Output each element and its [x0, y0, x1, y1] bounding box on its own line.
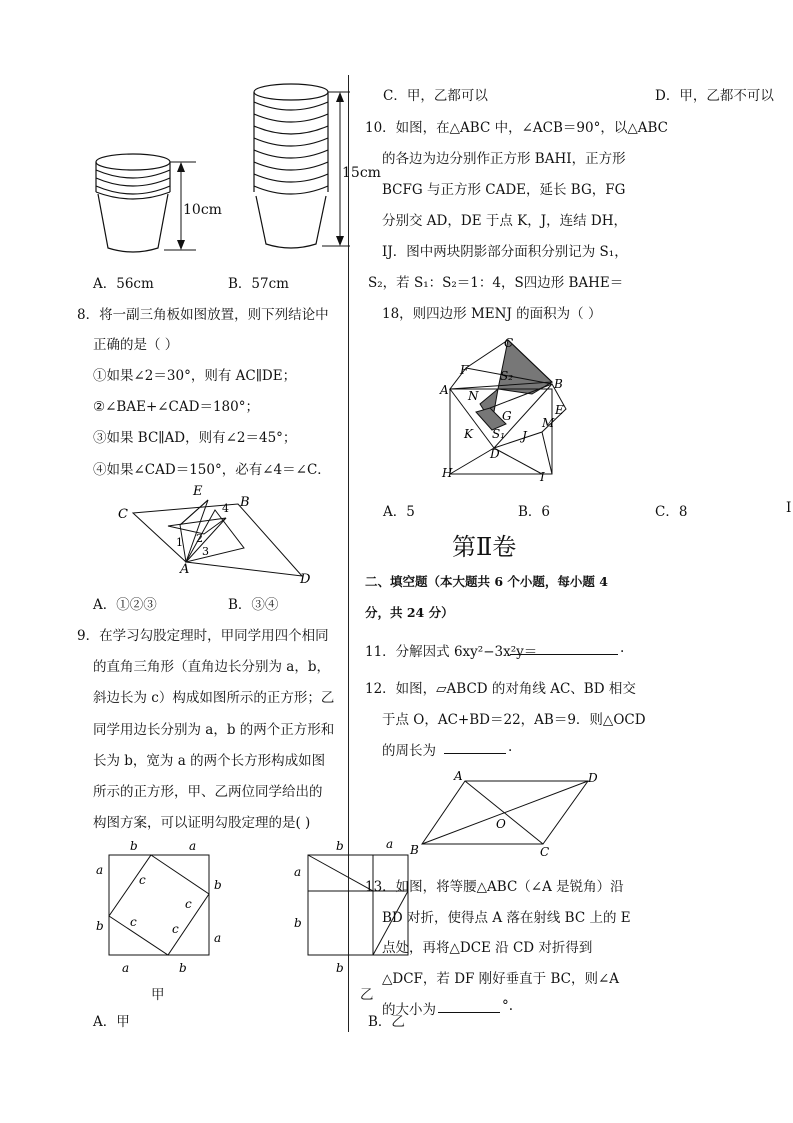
svg-text:H: H [442, 466, 453, 480]
svg-text:S₂: S₂ [500, 369, 514, 383]
q9-line3: 斜边长为 c）构成如图所示的正方形；乙 [93, 690, 335, 706]
q12-line3: 的周长为 [382, 743, 436, 759]
svg-text:E: E [555, 403, 564, 417]
label-4: 4 [222, 502, 229, 515]
svg-text:c: c [185, 897, 192, 911]
q10-squares-figure [432, 330, 602, 490]
q13-line4: △DCF，若 DF 刚好垂直于 BC，则∠A [382, 971, 620, 987]
q12-period: . [508, 739, 513, 755]
fill-in-header-line2: 分，共 24 分） [365, 605, 454, 620]
label-B: B [240, 495, 250, 510]
svg-text:F: F [460, 363, 469, 377]
label-D: D [300, 572, 311, 587]
q9-line5: 长为 b，宽为 a 的两个长方形构成如图 [93, 753, 326, 769]
q13-degree: °. [502, 998, 514, 1014]
q9-caption-yi: 乙 [360, 987, 374, 1003]
q8-statement-4: ④如果∠CAD＝150°，必有∠4＝∠C． [93, 462, 331, 478]
svg-text:A: A [440, 383, 449, 397]
q13-line5: 的大小为 [382, 1002, 436, 1018]
svg-text:b: b [214, 878, 222, 892]
q9-option-c: C．甲，乙都可以 [383, 88, 488, 104]
svg-text:b: b [96, 919, 104, 933]
q8-triangle-figure [0, 480, 360, 600]
q12-line1: 12．如图，▱ABCD 的对角线 AC、BD 相交 [365, 681, 636, 697]
cup-height-short-label: 10cm [183, 202, 222, 218]
svg-text:a: a [294, 865, 302, 879]
q7-option-b: B．57cm [228, 276, 289, 292]
svg-text:A: A [454, 769, 463, 783]
svg-text:b: b [336, 839, 344, 853]
q9-figure-jia [92, 838, 232, 988]
svg-text:B: B [554, 377, 563, 391]
svg-text:a: a [189, 839, 197, 853]
label-2: 2 [196, 532, 203, 545]
q9-option-d: D．甲，乙都不可以 [655, 88, 774, 104]
svg-text:J: J [522, 429, 527, 443]
fill-in-header-line1: 二、填空题（本大题共 6 个小题，每小题 4 [365, 574, 608, 589]
q10-line7: 18，则四边形 MENJ 的面积为（ ） [382, 306, 602, 322]
svg-text:b: b [294, 916, 302, 930]
q8-statement-2: ②∠BAE+∠CAD＝180°； [93, 399, 259, 415]
q13-line1: 13．如图，将等腰△ABC（∠A 是锐角）沿 [365, 879, 624, 895]
label-E: E [193, 484, 203, 499]
svg-text:a: a [96, 863, 104, 877]
svg-text:K: K [464, 427, 473, 441]
q8-statement-3: ③如果 BC∥AD，则有∠2＝45°； [93, 430, 297, 446]
label-A: A [180, 562, 190, 577]
q7-option-a: A．56cm [93, 276, 154, 292]
q13-line2: BD 对折，使得点 A 落在射线 BC 上的 E [382, 910, 631, 926]
q9-line7: 构图方案，可以证明勾股定理的是( ) [93, 815, 311, 831]
q10-option-c: C．8 [655, 504, 688, 520]
q12-line2: 于点 O，AC+BD＝22，AB＝9．则△OCD [382, 712, 646, 728]
cup-height-tall-label: 15cm [342, 165, 381, 181]
q12-parallelogram-figure [408, 768, 608, 858]
q8-line2: 正确的是（ ） [93, 337, 179, 353]
q10-line1: 10．如图，在△ABC 中，∠ACB＝90°，以△ABC [365, 120, 668, 136]
svg-text:D: D [588, 771, 598, 785]
q10-option-d: I [786, 500, 792, 516]
svg-text:c: c [130, 915, 137, 929]
q9-line1: 9．在学习勾股定理时，甲同学用四个相同 [77, 628, 329, 644]
label-C: C [118, 507, 128, 522]
q9-line6: 所示的正方形，甲、乙两位同学给出的 [93, 784, 323, 800]
svg-text:C: C [504, 336, 514, 350]
svg-text:b: b [130, 839, 138, 853]
svg-text:a: a [214, 931, 222, 945]
q10-line5: IJ．图中两块阴影部分面积分别记为 S₁， [382, 244, 628, 260]
q8-line1: 8．将一副三角板如图放置，则下列结论中 [77, 307, 329, 323]
svg-text:B: B [410, 843, 419, 857]
svg-text:O: O [496, 817, 506, 831]
svg-text:c: c [172, 922, 179, 936]
q9-line4: 同学用边长分别为 a，b 的两个正方形和 [93, 722, 335, 738]
q10-line2: 的各边为边分别作正方形 BAHI，正方形 [382, 151, 626, 167]
q8-option-a: A．①②③ [93, 597, 157, 613]
svg-text:D: D [490, 447, 500, 461]
q11-period: . [620, 640, 625, 656]
q10-option-b: B．6 [518, 504, 551, 520]
q8-statement-1: ①如果∠2＝30°，则有 AC∥DE； [93, 368, 297, 384]
svg-text:b: b [336, 961, 344, 975]
svg-text:a: a [122, 961, 130, 975]
q13-answer-blank [438, 1012, 500, 1013]
svg-text:C: C [540, 845, 550, 859]
svg-text:G: G [502, 409, 512, 423]
q13-line3: 点处，再将△DCE 沿 CD 对折得到 [382, 940, 593, 956]
svg-text:c: c [139, 873, 146, 887]
svg-text:a: a [386, 837, 394, 851]
q10-line6: S₂，若 S₁：S₂＝1：4，S四边形 BAHE＝ [368, 275, 624, 291]
svg-text:S₁: S₁ [492, 427, 506, 441]
svg-text:b: b [179, 961, 187, 975]
svg-text:I: I [540, 470, 545, 484]
q9-option-a: A．甲 [93, 1014, 130, 1030]
q10-line3: BCFG 与正方形 CADE，延长 BG，FG [382, 182, 626, 198]
q10-option-a: A．5 [383, 504, 415, 520]
label-3: 3 [202, 545, 209, 558]
cups-figure [0, 0, 360, 260]
q10-line4: 分别交 AD，DE 于点 K，J，连结 DH， [382, 213, 628, 229]
q11-text: 11．分解因式 6xy²−3x²y＝ [365, 644, 538, 660]
q12-answer-blank [444, 753, 506, 754]
svg-text:M: M [542, 416, 555, 430]
q9-caption-jia: 甲 [151, 987, 165, 1003]
q9-line2: 的直角三角形（直角边长分别为 a，b， [93, 659, 330, 675]
q9-option-b: B．乙 [368, 1014, 405, 1030]
part2-title: 第Ⅱ卷 [452, 533, 517, 561]
q11-answer-blank [510, 654, 618, 655]
svg-text:N: N [468, 389, 479, 403]
label-1: 1 [176, 536, 183, 549]
q8-option-b: B．③④ [228, 597, 279, 613]
